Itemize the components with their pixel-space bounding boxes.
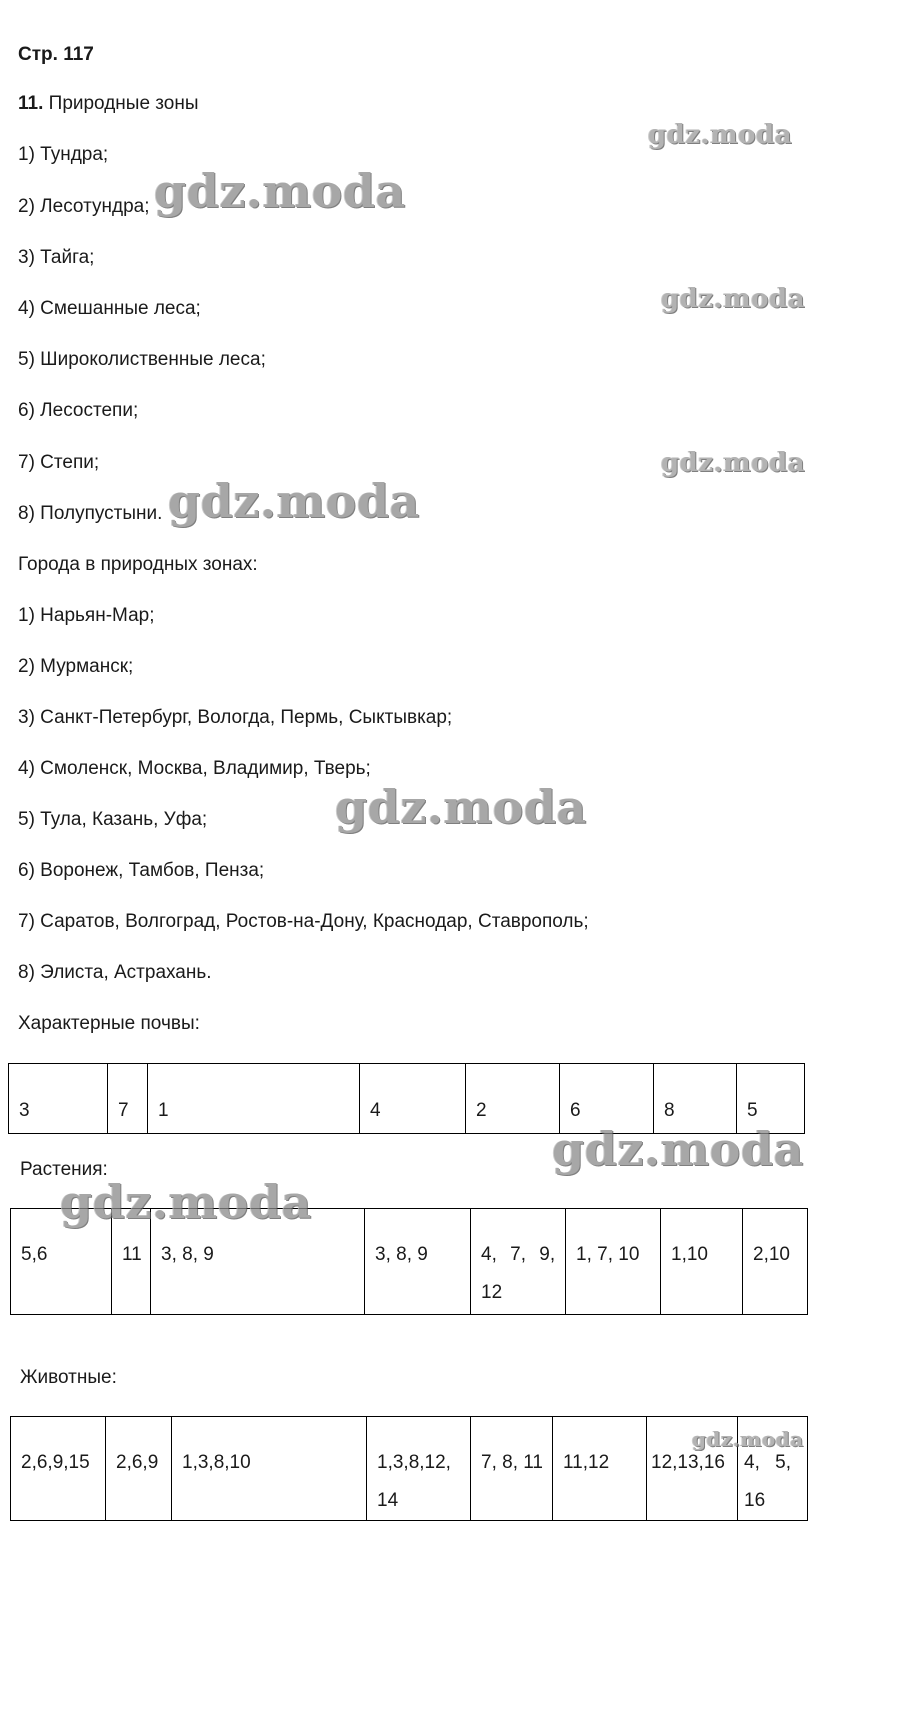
- table-cell: 6: [560, 1064, 654, 1134]
- animals-table: [10, 1416, 808, 1521]
- table-row: [11, 1209, 808, 1315]
- table-cell: 1,3,8,12, 14: [367, 1417, 471, 1521]
- table-cell: 2,10: [743, 1209, 808, 1315]
- cities-heading: Города в природных зонах:: [18, 554, 258, 575]
- zone-item: 6) Лесостепи;: [18, 400, 139, 421]
- watermark: gdz.moda: [335, 780, 587, 834]
- city-item: 5) Тула, Казань, Уфа;: [18, 809, 208, 830]
- exercise-title: Природные зоны: [48, 93, 199, 114]
- zone-item: 5) Широколиственные леса;: [18, 349, 266, 370]
- table-cell: 2,6,9: [106, 1417, 172, 1521]
- table-cell: 3, 8, 9: [151, 1209, 365, 1315]
- table-cell: 4, 5, 16: [738, 1417, 808, 1521]
- page-label: Стр. 117: [18, 44, 94, 65]
- zone-item: 2) Лесотундра;: [18, 196, 150, 217]
- watermark: gdz.moda: [661, 448, 806, 478]
- watermark: gdz.moda: [168, 474, 420, 528]
- exercise-heading: [18, 92, 199, 116]
- table-cell: 11,12: [553, 1417, 647, 1521]
- zone-item: 7) Степи;: [18, 452, 100, 473]
- table-cell: 5,6: [11, 1209, 112, 1315]
- table-cell: 3: [9, 1064, 108, 1134]
- city-item: 6) Воронеж, Тамбов, Пенза;: [18, 860, 265, 881]
- plants-table: [10, 1208, 808, 1315]
- table-row: [11, 1417, 808, 1521]
- table-cell: 1: [148, 1064, 360, 1134]
- table-cell: 1,3,8,10: [172, 1417, 367, 1521]
- table-cell: 5: [737, 1064, 805, 1134]
- table-cell: 7: [108, 1064, 148, 1134]
- watermark: gdz.moda: [661, 284, 806, 314]
- table-cell: 11: [112, 1209, 151, 1315]
- table-cell: 4, 7, 9, 12: [471, 1209, 566, 1315]
- soils-heading: Характерные почвы:: [18, 1013, 200, 1034]
- watermark: gdz.moda: [60, 1175, 312, 1229]
- table-cell: 8: [654, 1064, 737, 1134]
- zone-item: 3) Тайга;: [18, 247, 95, 268]
- table-cell: 1,10: [661, 1209, 743, 1315]
- city-item: 7) Саратов, Волгоград, Ростов-на-Дону, Краснодар, Ставрополь;: [18, 911, 589, 932]
- watermark: gdz.moda: [692, 1427, 804, 1451]
- city-item: 3) Санкт-Петербург, Вологда, Пермь, Сыктывкар;: [18, 707, 453, 728]
- exercise-number: 11.: [18, 93, 44, 114]
- table-cell: 12,13,16: [647, 1417, 738, 1521]
- watermark: gdz.moda: [552, 1122, 804, 1176]
- table-cell: 4: [360, 1064, 466, 1134]
- table-cell: 3, 8, 9: [365, 1209, 471, 1315]
- animals-heading: Животные:: [20, 1367, 117, 1388]
- table-cell: 2: [466, 1064, 560, 1134]
- table-row: [9, 1064, 805, 1134]
- soils-table: [8, 1063, 805, 1134]
- table-cell: 1, 7, 10: [566, 1209, 661, 1315]
- table-cell: 7, 8, 11: [471, 1417, 553, 1521]
- city-item: 4) Смоленск, Москва, Владимир, Тверь;: [18, 758, 371, 779]
- zone-item: 8) Полупустыни.: [18, 503, 163, 524]
- city-item: 1) Нарьян-Мар;: [18, 605, 155, 626]
- city-item: 2) Мурманск;: [18, 656, 134, 677]
- watermark: gdz.moda: [648, 120, 793, 150]
- city-item: 8) Элиста, Астрахань.: [18, 962, 212, 983]
- zone-item: 4) Смешанные леса;: [18, 298, 201, 319]
- watermark: gdz.moda: [154, 164, 406, 218]
- plants-heading: Растения:: [20, 1159, 108, 1180]
- table-cell: 2,6,9,15: [11, 1417, 106, 1521]
- zone-item: 1) Тундра;: [18, 144, 109, 165]
